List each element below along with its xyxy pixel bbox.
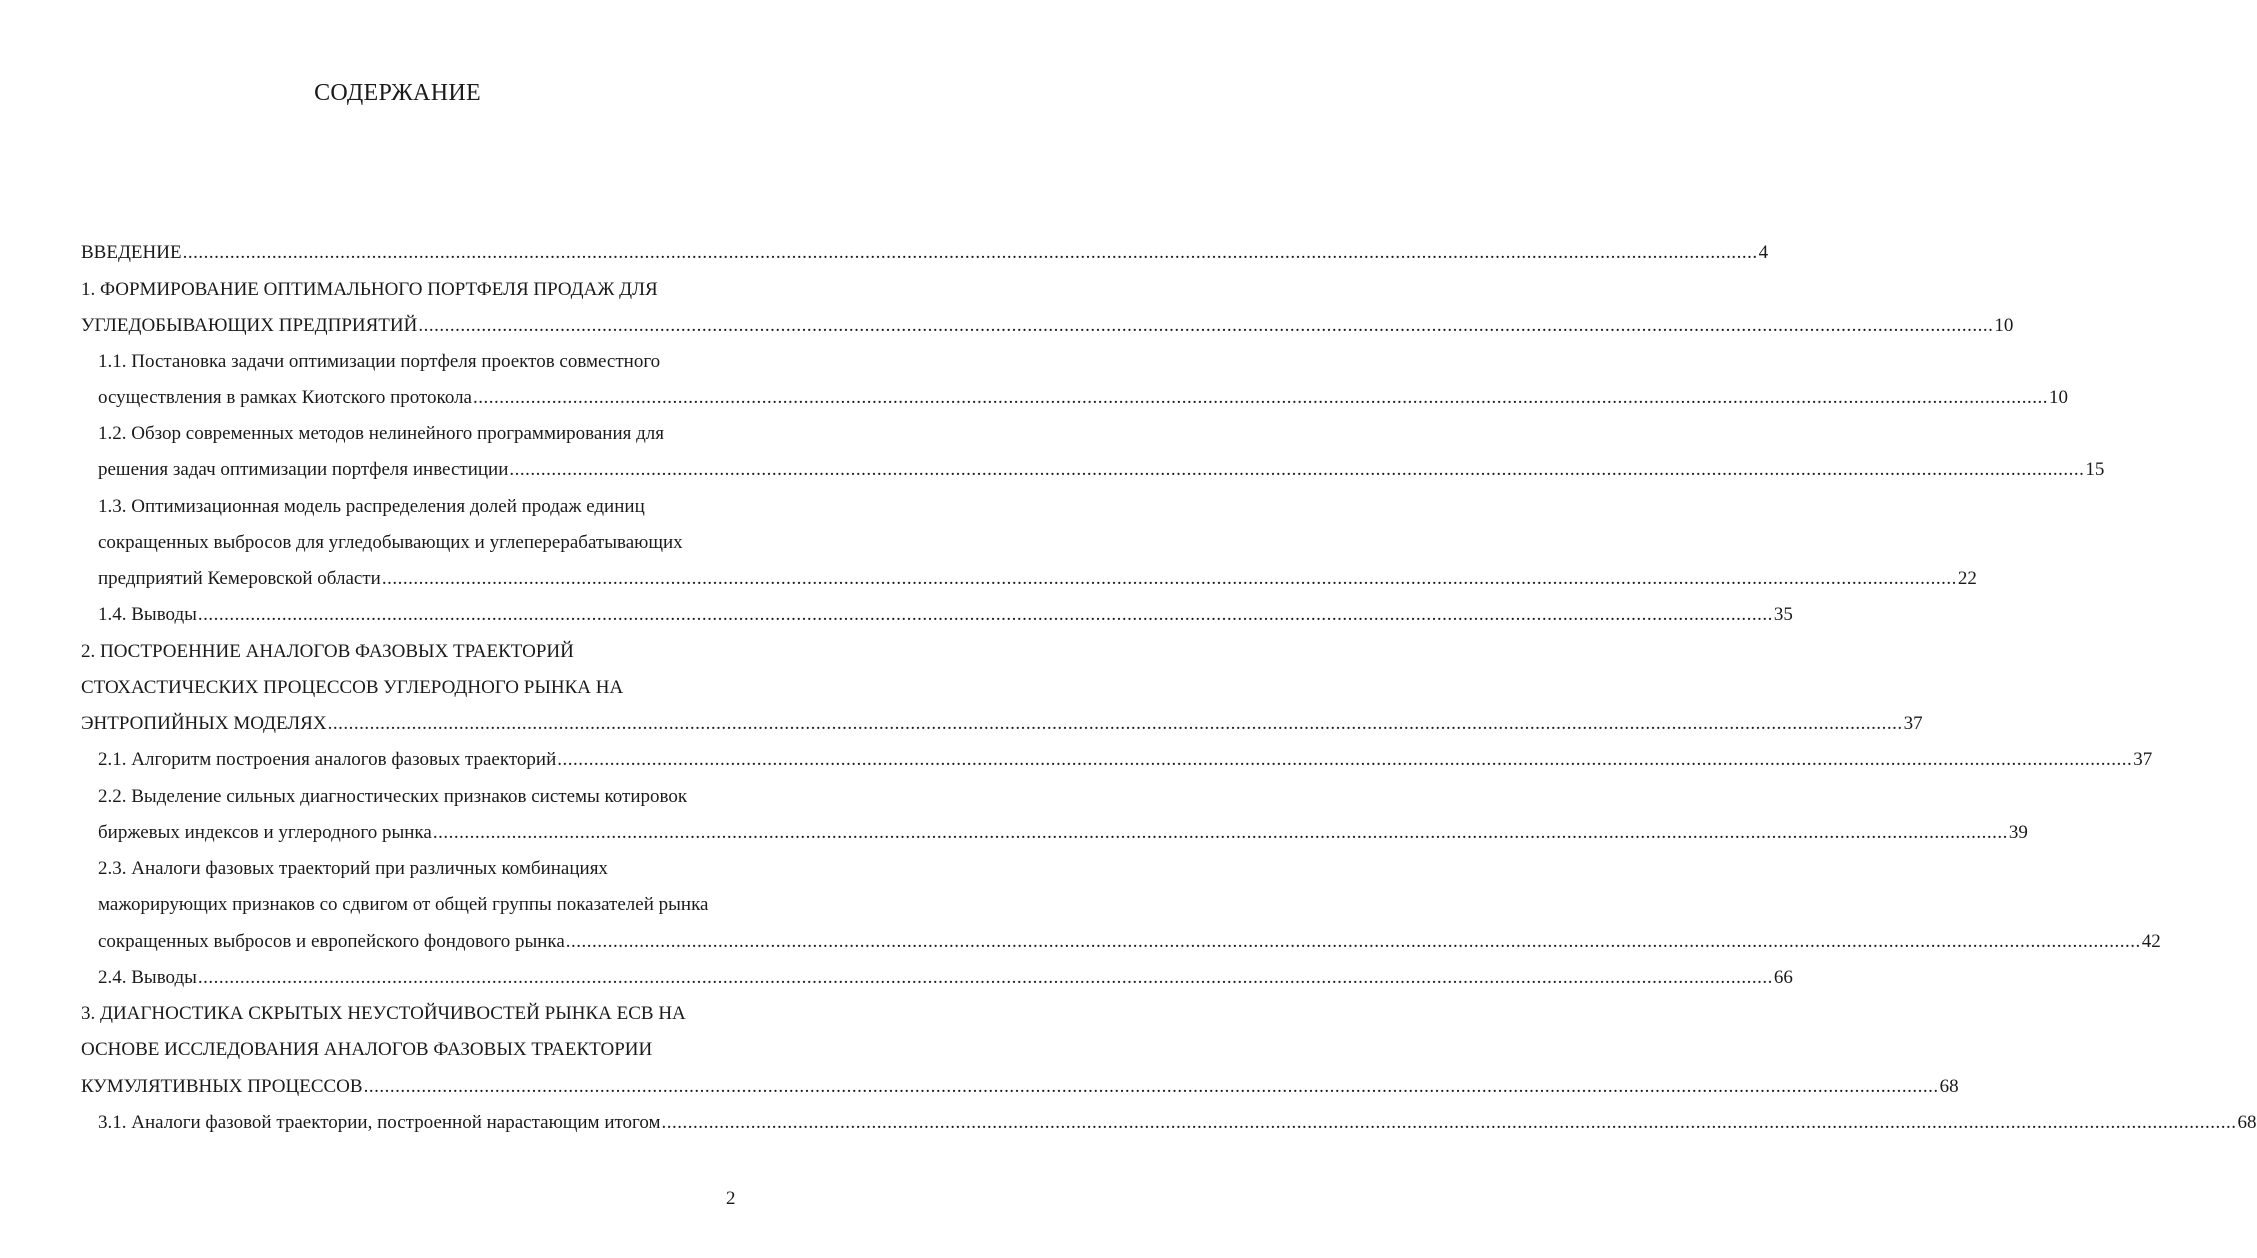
dot-leader: ............................................................................................................................................................................................................................................................................................................ [381, 568, 1957, 589]
dot-leader: ............................................................................................................................................................................................................................................................................................................ [509, 459, 2085, 480]
toc-entry-chapter-3[interactable] [81, 998, 686, 1030]
toc-entry-3-1[interactable] [98, 1107, 2257, 1139]
toc-entry-text: 1.4. Выводы [98, 604, 197, 625]
dot-leader: ............................................................................................................................................................................................................................................................................................................ [197, 604, 1773, 625]
toc-page-number: 37 [1903, 713, 1923, 734]
toc-entry-2-2[interactable] [98, 781, 687, 813]
toc-entry-chapter-1-last-line[interactable] [81, 310, 2014, 342]
page-number: 2 [726, 1188, 736, 1209]
dot-leader: ............................................................................................................................................................................................................................................................................................................ [182, 242, 1758, 263]
dot-leader: ............................................................................................................................................................................................................................................................................................................ [661, 1112, 2237, 1133]
toc-entry-chapter-2-line-2[interactable] [81, 672, 623, 704]
dot-leader: ............................................................................................................................................................................................................................................................................................................ [418, 315, 1994, 336]
dot-leader: ............................................................................................................................................................................................................................................................................................................ [363, 1076, 1939, 1097]
toc-page-number: 22 [1957, 568, 1977, 589]
toc-entry-1-1[interactable] [98, 346, 660, 378]
toc-page-number: 39 [2008, 822, 2028, 843]
dot-leader: ............................................................................................................................................................................................................................................................................................................ [557, 749, 2133, 770]
toc-entry-text: мажорирующих признаков со сдвигом от общей группы показателей рынка [98, 894, 709, 915]
toc-entry-text: УГЛЕДОБЫВАЮЩИХ ПРЕДПРИЯТИЙ [81, 315, 418, 336]
toc-page-number: 35 [1773, 604, 1793, 625]
toc-entry-text: 3. ДИАГНОСТИКА СКРЫТЫХ НЕУСТОЙЧИВОСТЕЙ РЫНКА ЕСВ НА [81, 1003, 686, 1024]
toc-page-number: 37 [2133, 749, 2153, 770]
toc-entry-text: биржевых индексов и углеродного рынка [98, 822, 432, 843]
toc-entry-text: ВВЕДЕНИЕ [81, 242, 182, 263]
toc-entry-text: решения задач оптимизации портфеля инвестиции [98, 459, 509, 480]
dot-leader: ............................................................................................................................................................................................................................................................................................................ [432, 822, 2008, 843]
toc-entry-chapter-3-line-2[interactable] [81, 1034, 652, 1066]
dot-leader: ............................................................................................................................................................................................................................................................................................................ [565, 931, 2141, 952]
toc-entry-text: КУМУЛЯТИВНЫХ ПРОЦЕССОВ [81, 1076, 363, 1097]
toc-entry-2-2-last-line[interactable] [98, 817, 2028, 849]
toc-entry-text: 2. ПОСТРОЕННИЕ АНАЛОГОВ ФАЗОВЫХ ТРАЕКТОРИЙ [81, 641, 574, 662]
toc-entry-chapter-2-last-line[interactable] [81, 708, 1923, 740]
toc-page-number: 66 [1773, 967, 1793, 988]
toc-entry-2-1[interactable] [98, 744, 2153, 776]
toc-entry-chapter-1[interactable] [81, 274, 658, 306]
toc-entry-introduction[interactable] [81, 237, 1769, 269]
toc-page-number: 68 [2237, 1112, 2257, 1133]
toc-entry-text: предприятий Кемеровской области [98, 568, 381, 589]
toc-entry-1-1-last-line[interactable] [98, 382, 2068, 414]
toc-page-number: 4 [1758, 242, 1769, 263]
toc-entry-1-2[interactable] [98, 418, 664, 450]
toc-page-number: 42 [2141, 931, 2161, 952]
toc-entry-1-3-line-2[interactable] [98, 527, 683, 559]
page-title: СОДЕРЖАНИЕ [314, 80, 481, 106]
dot-leader: ............................................................................................................................................................................................................................................................................................................ [473, 387, 2048, 408]
dot-leader: ............................................................................................................................................................................................................................................................................................................ [327, 713, 1903, 734]
toc-entry-text: 2.2. Выделение сильных диагностических признаков системы котировок [98, 786, 688, 807]
dot-leader: ............................................................................................................................................................................................................................................................................................................ [197, 967, 1773, 988]
toc-entry-2-3-last-line[interactable] [98, 926, 2161, 958]
toc-page-number: 10 [1994, 315, 2014, 336]
toc-page-number: 15 [2085, 459, 2105, 480]
toc-entry-text: СТОХАСТИЧЕСКИХ ПРОЦЕССОВ УГЛЕРОДНОГО РЫНКА НА [81, 677, 624, 698]
toc-entry-text: 3.1. Аналоги фазовой траектории, построенной нарастающим итогом [98, 1112, 661, 1133]
toc-entry-1-3-last-line[interactable] [98, 563, 1977, 595]
toc-entry-1-2-last-line[interactable] [98, 454, 2105, 486]
toc-entry-text: 1.2. Обзор современных методов нелинейного программирования для [98, 423, 665, 444]
toc-entry-text: сокращенных выбросов для угледобывающих и углеперерабатывающих [98, 532, 683, 553]
toc-entry-text: ОСНОВЕ ИССЛЕДОВАНИЯ АНАЛОГОВ ФАЗОВЫХ ТРАЕКТОРИИ [81, 1039, 653, 1060]
toc-entry-text: 1.1. Постановка задачи оптимизации портфеля проектов совместного [98, 351, 661, 372]
toc-entry-text: 1. ФОРМИРОВАНИЕ ОПТИМАЛЬНОГО ПОРТФЕЛЯ ПРОДАЖ ДЛЯ [81, 279, 658, 300]
toc-entry-text: 2.4. Выводы [98, 967, 197, 988]
toc-entry-text: 1.3. Оптимизационная модель распределения долей продаж единиц [98, 496, 645, 517]
toc-entry-text: 2.1. Алгоритм построения аналогов фазовых траекторий [98, 749, 557, 770]
toc-entry-chapter-2[interactable] [81, 636, 574, 668]
toc-page-number: 68 [1939, 1076, 1959, 1097]
toc-page-number: 10 [2049, 387, 2068, 408]
toc-entry-2-3[interactable] [98, 853, 608, 885]
toc-entry-text: осуществления в рамках Киотского протокола [98, 387, 472, 408]
toc-entry-text: сокращенных выбросов и европейского фондового рынка [98, 931, 565, 952]
toc-entry-1-3[interactable] [98, 491, 645, 523]
toc-entry-text: 2.3. Аналоги фазовых траекторий при различных комбинациях [98, 858, 608, 879]
toc-entry-1-4[interactable] [98, 599, 1793, 631]
toc-entry-2-3-line-2[interactable] [98, 889, 708, 921]
toc-entry-text: ЭНТРОПИЙНЫХ МОДЕЛЯХ [81, 713, 327, 734]
toc-entry-chapter-3-last-line[interactable] [81, 1071, 1959, 1103]
toc-entry-2-4[interactable] [98, 962, 1793, 994]
